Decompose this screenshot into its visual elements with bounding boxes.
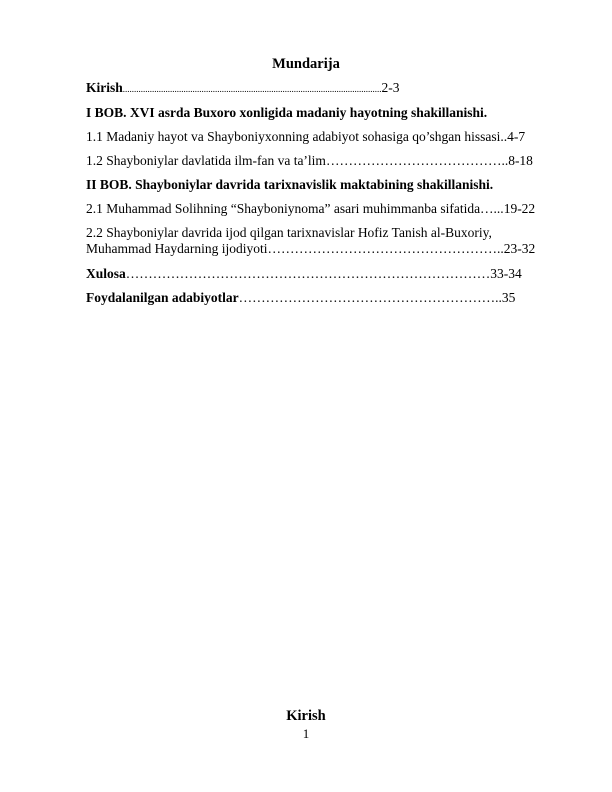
toc-entry-xulosa[interactable] xyxy=(86,266,550,282)
toc-pages: 8-18 xyxy=(508,153,533,168)
next-section-heading: Kirish xyxy=(286,708,326,724)
table-of-contents xyxy=(86,80,550,314)
toc-dots: ………………………………………………….. xyxy=(238,290,502,305)
toc-label: 1.2 Shayboniylar davlatida ilm-fan va ta’lim xyxy=(86,153,326,168)
toc-label: 1.1 Madaniy hayot va Shayboniyxonning adabiyot sohasiga qo’shgan hissasi.. xyxy=(86,129,508,144)
toc-dots: ………………………………….. xyxy=(325,153,509,168)
toc-label: Xulosa xyxy=(86,266,126,281)
toc-entry-2-1[interactable] xyxy=(86,201,550,217)
toc-label: Foydalanilgan adabiyotlar xyxy=(86,290,239,305)
toc-pages: 19-22 xyxy=(503,201,536,216)
toc-pages: 23-32 xyxy=(503,241,536,256)
toc-label: II BOB. Shayboniylar davrida tarixnavislik maktabining shakillanishi. xyxy=(86,177,494,192)
toc-pages: 4-7 xyxy=(507,129,526,144)
toc-entry-chapter-1[interactable] xyxy=(86,105,550,121)
toc-label: Kirish xyxy=(86,80,123,95)
toc-label: 2.1 Muhammad Solihning “Shayboniynoma” asari muhimmanba sifatida…... xyxy=(86,201,504,216)
page-number: 1 xyxy=(302,726,310,741)
page-title: Mundarija xyxy=(272,56,340,72)
toc-label-line-1: 2.2 Shayboniylar davrida ijod qilgan tarixnavislar Hofiz Tanish al-Buxoriy, xyxy=(86,225,492,240)
toc-entry-2-2[interactable] xyxy=(86,225,550,257)
toc-dots: ................................................................................................................... xyxy=(122,84,382,94)
toc-pages: 2-3 xyxy=(381,80,400,95)
toc-pages: 35 xyxy=(501,290,516,305)
toc-label-line-2: Muhammad Haydarning ijodiyoti xyxy=(86,241,268,256)
toc-entry-adabiyotlar[interactable] xyxy=(86,290,550,306)
toc-entry-chapter-2[interactable] xyxy=(86,177,550,193)
toc-entry-1-2[interactable] xyxy=(86,153,550,169)
toc-entry-1-1[interactable] xyxy=(86,129,550,145)
toc-dots: …………………………………………….. xyxy=(267,241,504,256)
toc-pages: 33-34 xyxy=(490,266,522,281)
toc-label: I BOB. XVI asrda Buxoro xonligida madaniy hayotning shakillanishi. xyxy=(86,105,488,120)
toc-dots: ……………………………………………………………………… xyxy=(125,266,491,281)
toc-entry-kirish[interactable] xyxy=(86,80,550,97)
